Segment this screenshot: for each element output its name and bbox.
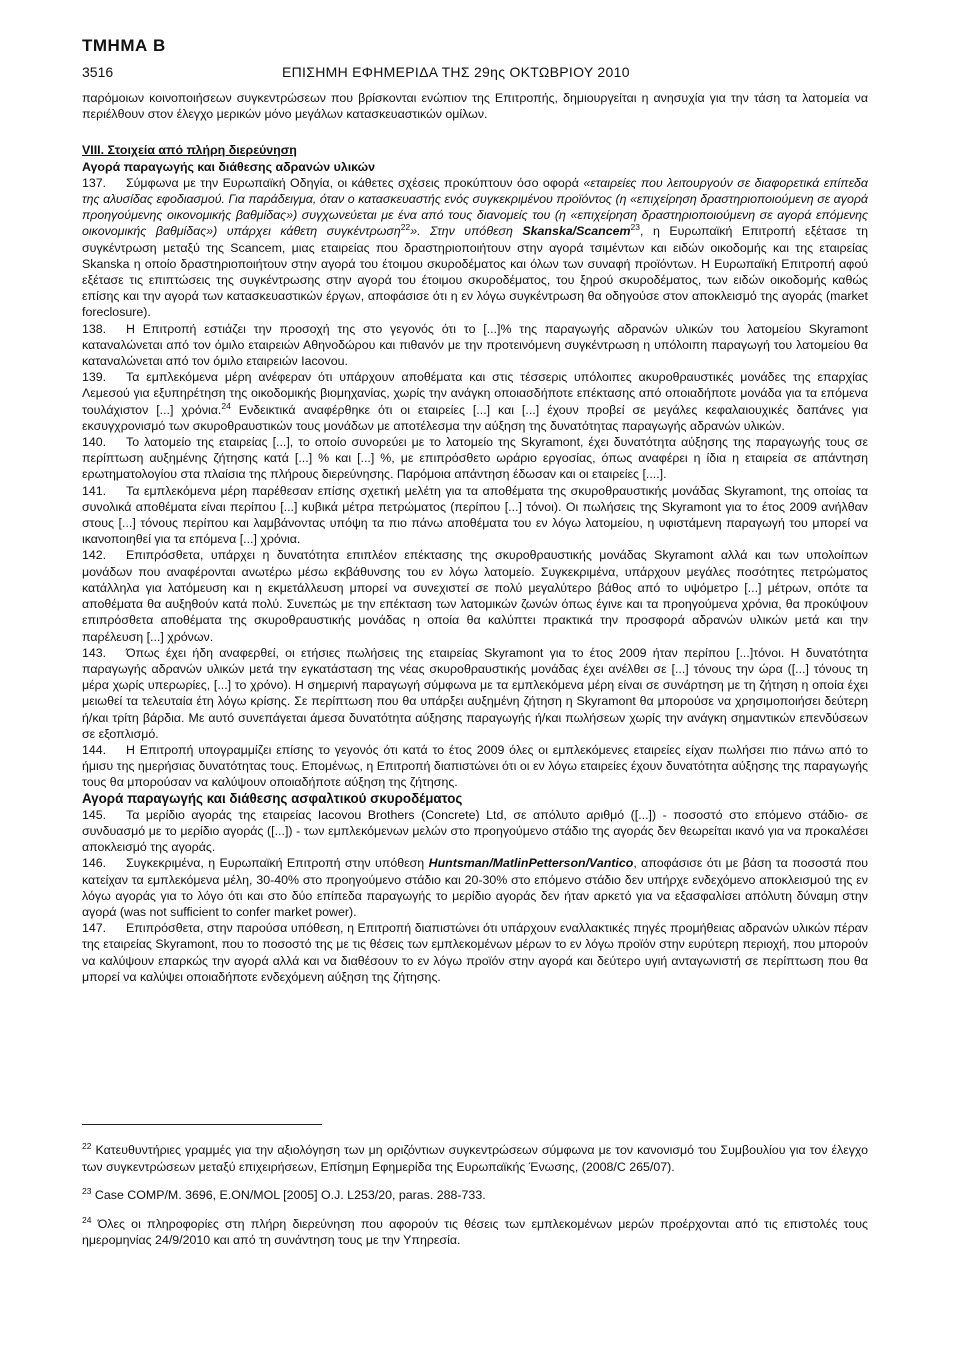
paragraph-147: 147. Επιπρόσθετα, στην παρούσα υπόθεση, η Επιτροπή διαπιστώνει ότι υπάρχουν εναλλακτικές πηγές προμήθειας αδρανών υλικών πέραν της εταιρείας Skyramont, που το ποσοστό της με τις θέσεις των εμπλεκομένων μέρων το εν λόγω προϊόν στην ευρύτερη περιοχή, που μπορούν να καλύψουν επαρκώς την αγορά αλλά και να διαθέσουν το εν λόγω προϊόν στην αγορά και δεύτερο υγιή ανταγωνιστή σε περίπτωση που θα μπορεί να καλύψει οποιαδήποτε ενδεχόμενη αύξηση της ζήτησης. <box>82 921 868 984</box>
paragraph-141: 141. Τα εμπλεκόμενα μέρη παρέθεσαν επίσης σχετική μελέτη για τα αποθέματα της σκυροθραυστικής μονάδας Skyramont, της οποίας τα συνολικά αποθέματα είναι περίπου [...] κυβικά μέτρα πετρώματος (περίπου [...] τόνοι). Οι πωλήσεις της Skyramont για το έτος 2009 ανήλθαν στους [...] τόνους περίπου και λαμβάνοντας υπόψη τα πιο πάνω αποθέματα του εν λόγω λατομείου, η υφιστάμενη παραγωγή του μπορεί να ικανοποιηθεί για τα επόμενα [...] χρόνια. <box>82 483 868 547</box>
paragraph-139: 139. Τα εμπλεκόμενα μέρη ανέφεραν ότι υπάρχουν αποθέματα και στις τέσσερις υπόλοιπες ακυροθραυστικές μονάδες της επαρχίας Λεμεσού για εξυπηρέτηση της οικοδομικής βιομηχανίας, χωρίς την ανάγκη οποιασδήποτε επέκτασης από οποιαδήποτε μονάδα για τα επόμενα τουλάχιστον [...] χρόνια.$^{24}$ Ενδεικτικά αναφέρθηκε ότι οι εταιρείες [...] και [...] έχουν προβεί σε μεγάλες κεφαλαιουχικές δαπάνες για εκσυγχρονισμό των σκυροθραυστικών τους μονάδων με αποτέλεσμα την αύξηση της δυνατότητας παραγωγής αδρανών υλικών. <box>82 370 868 433</box>
footnote-24: $^{24}$ Όλες οι πληροφορίες στη πλήρη διερεύνηση που αφορούν τις θέσεις των εμπλεκομένων μερών προέρχονται από τις επιστολές τους ημερομηνίας 24/9/2010 και από τη συνάντηση τους με την Υπηρεσία. <box>82 1214 868 1247</box>
paragraph-number: 137. <box>82 175 107 190</box>
subsection-heading-asphalt: Αγορά παραγωγής και διάθεσης ασφαλτικού σκυροδέματος <box>82 790 463 806</box>
paragraph-number: 143. <box>82 645 107 660</box>
paragraph-number: 141. <box>82 483 107 498</box>
paragraph-number: 147. <box>82 921 107 936</box>
document-body <box>82 90 868 985</box>
paragraph-145: 145. Τα μερίδιο αγοράς της εταιρείας Iacovou Brothers (Concrete) Ltd, σε απόλυτο αριθμό ([...]) - ποσοστό στο επόμενο στάδιο- σε συνδυασμό με το μερίδιο αγοράς ([...]) - των εμπλεκόμενων μελών στο προηγούμενο στάδιο της αγοράς δεν θεωρείται ικανό για να προκαλέσει αποκλεισμό της αγοράς. <box>82 807 868 855</box>
paragraph-number: 145. <box>82 807 107 822</box>
paragraph-number: 146. <box>82 856 107 871</box>
footnote-ref: 24 <box>221 400 231 411</box>
paragraph-140: 140. Το λατομείο της εταιρείας [...], το οποίο συνορεύει με το λατομείο της Skyramont, έχει δυνατότητα αύξησης της παραγωγής τους σε περίπτωση αυξημένης ζήτησης κατά [...] % και [...] %, με επιπρόσθετο ωράριο εργοσίας, όπως αναφέρει η ίδια η εταιρεία σε απάντηση ερωτηματολογίου στα πλαίσια της πλήρους διερεύνησης. Παρόμοια απάντηση έδωσαν και οι εταιρείες [....]. <box>82 435 868 482</box>
case-name: Huntsman/MatlinPetterson/Vantico <box>428 856 634 871</box>
paragraph-143: 143. Όπως έχει ήδη αναφερθεί, οι ετήσιες πωλήσεις της εταιρείας Skyramont για το έτος 2009 ήταν περίπου [...]τόνοι. Η δυνατότητα παραγωγής αδρανών υλικών μετά την εγκατάσταση της νέας σκυροθραυστικής μονάδας έχει ανέλθει σε [...] τόνους την ώρα ([...] τόνους τη μέρα χωρίς υπερωρίες, [...] το χρόνο). Η σημερινή παραγωγή σύμφωνα με τα εμπλεκόμενα μέρη είναι σε συνάρτηση με τη ζήτηση η οποία έχει μειωθεί τα τελευταία έτη λόγω κρίσης. Σε περίπτωση που θα υπάρξει αυξημένη ζήτηση η Skyramont θα μπορούσε να χρησιμοποιήσει δεύτερη ή/και τρίτη βάρδια. Με αυτό συνεπάγεται άμεσα δυνατότητα αύξησης παραγωγής ή/και πωλήσεων χωρίς την ανάγκη σημαντικών επενδύσεων σε εξοπλισμό. <box>82 645 868 741</box>
gazette-title: ΕΠΙΣΗΜΗ ΕΦΗΜΕΡΙΔΑ ΤΗΣ 29ης ΟΚΤΩΒΡΙΟΥ 2010 <box>282 64 630 80</box>
footnote-ref: 23 <box>630 222 640 233</box>
paragraph-144: 144. Η Επιτροπή υπογραμμίζει επίσης το γεγονός ότι κατά το έτος 2009 όλες οι εμπλεκόμενες εταιρείες είχαν πωλήσει πιο πάνω από το ήμισυ της ημερήσιας δυνατότητας τους. Επομένως, η Επιτροπή διαπιστώνει ότι οι εν λόγω εταιρείες έχουν δυνατότητα αύξησης της παραγωγής τους θα μπορούσαν να καλύψουν οποιαδήποτε αύξηση της ζήτησης. <box>82 742 868 790</box>
paragraph-number: 139. <box>82 370 107 385</box>
footnote-ref: 22 <box>400 222 411 233</box>
section-label: ΤΜΗΜΑ Β <box>82 36 166 55</box>
subsection-heading: Αγορά παραγωγής και διάθεσης αδρανών υλικών <box>82 159 376 174</box>
footnotes <box>82 1130 868 1261</box>
paragraph-number: 144. <box>82 742 107 757</box>
paragraph-number: 140. <box>82 435 107 450</box>
page-number: 3516 <box>82 64 114 80</box>
case-name: Skanska/Scancem <box>522 224 631 239</box>
paragraph-number: 142. <box>82 548 107 563</box>
footnote-22: $^{22}$ Κατευθυντήριες γραμμές για την αξιολόγηση των μη οριζόντιων συγκεντρώσεων σύμφωνα με τον κανονισμό του Συμβουλίου για τον έλεγχο των συγκεντρώσεων μεταξύ επιχειρήσεων, Επίσημη Εφημερίδα της Ευρωπαϊκής Ένωσης, (2008/C 265/07). <box>82 1141 868 1174</box>
paragraph-146: 146. Συγκεκριμένα, η Ευρωπαϊκή Επιτροπή στην υπόθεση Huntsman/MatlinPetterson/Vantico, αποφάσισε ότι με βάση τα ποσοστά που κατείχαν τα εμπλεκόμενα μέλη, 30-40% στο προηγούμενο στάδιο και 20-30% στο επόμενο στάδιο δεν υπήρχε ενδεχόμενο αποκλεισμού της εν λόγω αγοράς για το λόγο ότι και στο δύο επίπεδα παραγωγής το μερίδιο αγοράς δεν ήταν αρκετό για να εξασφαλίσει απόλυτη δύναμη στην αγορά (was not sufficient to confer market power). <box>82 856 868 919</box>
intro-paragraph: παρόμοιων κοινοποιήσεων συγκεντρώσεων που βρίσκονται ενώπιον της Επιτροπής, δημιουργείται η ανησυχία για την τάση τα λατομεία να περιέλθουν στον έλεγχο μερικών μόνο μεγάλων κατασκευαστικών ομίλων. <box>82 91 868 122</box>
footnote-23: $^{23}$ Case COMP/M. 3696, E.ON/MOL [2005] O.J. L253/20, paras. 288-733. <box>82 1186 486 1203</box>
paragraph-142: 142. Επιπρόσθετα, υπάρχει η δυνατότητα επιπλέον επέκτασης της σκυροθραυστικής μονάδας Skyramont αλλά και των υπολοίπων μονάδων που αναφέρονται ανωτέρω μέσω εκβάθυνσης του εν λόγω λατομείο. Συγκεκριμένα, υπάρχουν μεγάλες ποσότητες πετρώματος κατάλληλα για λατόμευση και η εκμετάλλευση μπορεί να συνεχιστεί σε πολύ μεγαλύτερο βάθος από το υψόμετρο [...] μέτρων, οπότε τα αποθέματα θα αυξηθούν κατά πολύ. Συνεπώς με την επέκταση των λατομικών ζωνών όπως έγινε και τα προηγούμενα χρόνια, θα προκύψουν επιπρόσθετα αποθέματα της σκυροθραυστικής μονάδας η οποία θα καλύπτει πρακτικά την προσφορά αδρανών υλικών μετά και την παρέλευση [...] χρόνων. <box>82 548 868 644</box>
footnote-divider <box>82 1124 322 1125</box>
paragraph-138: 138. Η Επιτροπή εστιάζει την προσοχή της στο γεγονός ότι το [...]% της παραγωγής αδρανών υλικών του λατομείου Skyramont καταναλώνεται από τον όμιλο εταιρειών Αθηνοδώρου και πιθανόν με την προτεινόμενη συγκέντρωση η υπόλοιπη παραγωγή του λατομείου θα καταναλώνεται από τον όμιλο εταιρειών Iacovou. <box>82 321 868 369</box>
paragraph-number: 138. <box>82 321 107 336</box>
section-heading: VIII. Στοιχεία από πλήρη διερεύνηση <box>82 143 297 158</box>
paragraph-137: 137. Σύμφωνα με την Ευρωπαϊκή Οδηγία, οι κάθετες σχέσεις προκύπτουν όσο οφορά «εταιρείες που λειτουργούν σε διαφορετικά επίπεδα της αλυσίδας εφοδιασμού. Για παράδειγμα, όταν ο κατασκευαστής ενός συγκεκριμένου προϊόντος (η «επιχείρηση δραστηριοποιούμενη σε αγορά προηγούμενης οικονομικής βαθμίδας») συγχωνεύεται με ένα από τους διανομείς του (η «επιχείρηση δραστηριοποιούμενη σε αγορά επόμενης οικονομικής βαθμίδας») υπάρχει κάθετη συγκέντρωση$^{22}$». Στην υπόθεση Skanska/Scancem$^{23}$, η Ευρωπαϊκή Επιτροπή εξέτασε τη συγκέντρωση μεταξύ της Scancem, μιας εταιρείας που δραστηριοποιήτουν στην αγορά τσιμέντων και ειδών οικοδομής και της εταιρείας Skanska η οποίο δραστηριοποιήτουν στην αγορά του έτοιμου σκυροδέματος και όλων των συναφή προϊόντων. Η Ευρωπαϊκή Επιτροπή αφού εξέτασε τις επιπτώσεις της συγκέντρωσης στην αγορά του έτοιμου σκυροδέματος, του ξηρού σκυροδέματος, των ειδών οικοδομής καθώς επίσης και την αγορά των κατασκευαστικών έργων, αποφάσισε ότι η εν λόγω συγκέντρωση θα οδηγούσε στον αποκλεισμό της αγοράς (market foreclosure). <box>82 175 869 320</box>
